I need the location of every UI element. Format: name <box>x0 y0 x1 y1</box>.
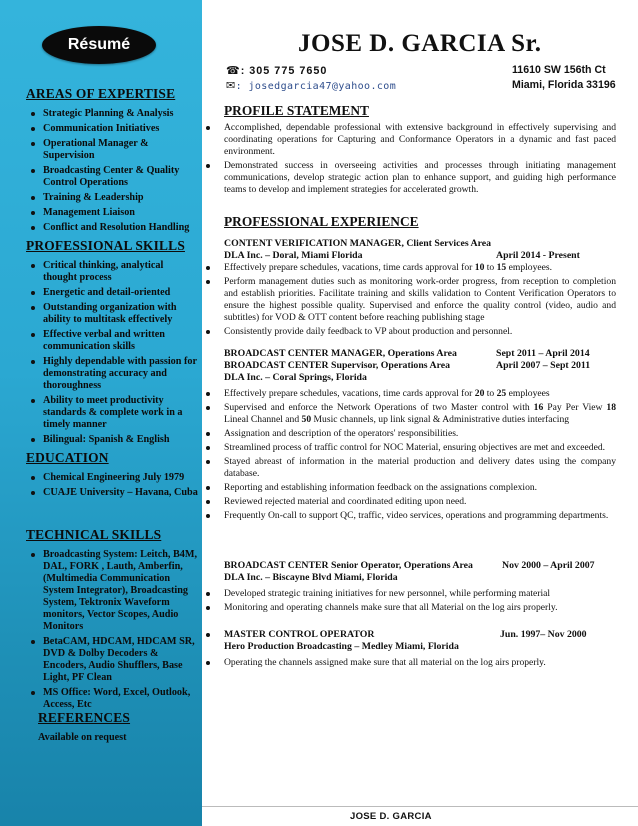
job-title: MASTER CONTROL OPERATOR <box>224 629 375 640</box>
job-2 <box>202 348 616 524</box>
sidebar <box>0 0 202 826</box>
list-item: Monitoring and operating channels make sure that all Material on the log airs properly. <box>202 602 616 614</box>
job-company: DLA Inc. – Biscayne Blvd Miami, Florida <box>224 572 398 583</box>
list-item: Training & Leadership <box>31 192 198 204</box>
job-company: DLA Inc. – Doral, Miami Florida <box>224 250 363 261</box>
skills-list <box>31 260 198 446</box>
skills-heading: PROFESSIONAL SKILLS <box>26 238 185 253</box>
list-item: Outstanding organization with ability to multitask effectively <box>31 302 198 326</box>
list-item: Reporting and establishing information feedback on the assignations complexion. <box>202 482 616 494</box>
list-item: Communication Initiatives <box>31 123 198 135</box>
job-dates: Nov 2000 – April 2007 <box>502 560 595 571</box>
job-title-row <box>202 629 616 641</box>
list-item: Assignation and description of the operators' responsibilities. <box>202 428 616 440</box>
education-heading: EDUCATION <box>26 450 109 465</box>
skills-section <box>26 238 198 449</box>
list-item: Developed strategic training initiatives for new personnel, while performing material <box>202 588 616 600</box>
phone-number: : 305 775 7650 <box>240 65 328 77</box>
address-line-1: 11610 SW 156th Ct <box>512 64 606 76</box>
list-item: Stayed abreast of information in the material production and delivery dates using the company database. <box>202 456 616 480</box>
list-item: Conflict and Resolution Handling <box>31 222 198 234</box>
list-item: Perform management duties such as monitoring work-order progress, from reception to completion and establish priorities. Facilitate training and skills validation to Content Verification Operators to ensure the highest possible quality. Supervised and enforce the quality control (video, audio and subtitles) for VOD & OTT content before reaching publishing stage <box>202 276 616 324</box>
education-list <box>31 472 198 499</box>
references-heading: REFERENCES <box>38 710 131 725</box>
job-title: BROADCAST CENTER Senior Operator, Operations Area <box>224 560 473 571</box>
technical-heading: TECHNICAL SKILLS <box>26 527 162 542</box>
list-item: CUAJE University – Havana, Cuba <box>31 487 198 499</box>
technical-section <box>26 527 198 714</box>
list-item: Consistently provide daily feedback to VP about production and personnel. <box>202 326 616 338</box>
job-title-row <box>224 348 616 360</box>
email-line[interactable] <box>226 79 396 92</box>
list-item: Chemical Engineering July 1979 <box>31 472 198 484</box>
list-item: Effectively prepare schedules, vacations, time cards approval for 10 to 15 employees. <box>202 262 616 274</box>
list-item: Reviewed rejected material and coordinated editing upon need. <box>202 496 616 508</box>
job-title: CONTENT VERIFICATION MANAGER, Client Services Area <box>224 238 492 249</box>
job-company: Hero Production Broadcasting – Medley Miami, Florida <box>224 641 459 652</box>
job-dates: April 2007 – Sept 2011 <box>496 360 591 371</box>
list-item: MS Office: Word, Excel, Outlook, Access, Etc <box>31 687 198 711</box>
list-item: Highly dependable with passion for demonstrating accuracy and thoroughness <box>31 356 198 392</box>
list-item: Streamlined process of traffic control for NOC Material, ensuring objectives are met and exceeded. <box>202 442 616 454</box>
job-company-row <box>224 250 616 262</box>
address-line-2: Miami, Florida 33196 <box>512 79 616 91</box>
expertise-list <box>31 108 198 234</box>
job-dates: Sept 2011 – April 2014 <box>496 348 590 359</box>
envelope-icon: ✉ <box>226 79 236 92</box>
experience-heading: PROFESSIONAL EXPERIENCE <box>224 214 419 229</box>
footer-divider <box>202 806 638 807</box>
main-content <box>202 0 638 826</box>
list-item: Ability to meet productivity standards & complete work in a timely manner <box>31 395 198 431</box>
phone-line <box>226 64 327 77</box>
education-section <box>26 450 198 502</box>
job-4 <box>202 629 616 671</box>
list-item: Effective verbal and written communication skills <box>31 329 198 353</box>
references-text: Available on request <box>38 732 127 743</box>
list-item: Broadcasting System: Leitch, B4M, DAL, FORK , Lauth, Amberfin, (Multimedia Communication System Integrator), Broadcasting System, Tektronix Waveform monitors, Vector Scopes, Audio Monitors <box>31 549 198 633</box>
candidate-name: JOSE D. GARCIA Sr. <box>298 30 542 57</box>
list-item: Critical thinking, analytical thought process <box>31 260 198 284</box>
job-company: DLA Inc. – Coral Springs, Florida <box>224 372 367 383</box>
expertise-section <box>26 86 198 237</box>
expertise-heading: AREAS OF EXPERTISE <box>26 86 176 101</box>
list-item: Management Liaison <box>31 207 198 219</box>
references-section <box>38 710 202 743</box>
list-item: Operating the channels assigned make sure that all material on the log airs properly. <box>202 657 616 669</box>
resume-badge: Résumé <box>42 26 156 64</box>
job-title: BROADCAST CENTER MANAGER, Operations Area <box>224 348 457 359</box>
list-item: Energetic and detail-oriented <box>31 287 198 299</box>
list-item: Supervised and enforce the Network Operations of two Master control with 16 Pay Per View 18 Lineal Channel and 50 Music channels, up link signal & Administrative duties interfacing <box>202 402 616 426</box>
list-item: Effectively prepare schedules, vacations, time cards approval for 20 to 25 employees <box>202 388 616 400</box>
job-title: BROADCAST CENTER Supervisor, Operations Area <box>224 360 450 371</box>
technical-list <box>31 549 198 711</box>
job-1 <box>202 238 616 340</box>
list-item: Bilingual: Spanish & English <box>31 434 198 446</box>
phone-icon: ☎ <box>226 64 241 77</box>
footer-name: JOSE D. GARCIA <box>350 811 432 822</box>
profile-heading: PROFILE STATEMENT <box>224 103 369 118</box>
list-item: Demonstrated success in overseeing activities and processes through initiating management communications, develop strategic action plan to enhance support, and guiding high performance teams to develop and implement strategies for accelerated growth. <box>202 160 616 196</box>
job-dates: Jun. 1997– Nov 2000 <box>500 629 587 640</box>
job-3 <box>202 560 616 616</box>
email-address[interactable]: : josedgarcia47@yahoo.com <box>235 81 397 92</box>
job-title-row <box>224 360 616 372</box>
list-item: Accomplished, dependable professional with extensive background in effectively supervising and coordinating operations for Capturing and Conformance Operators in a dynamic and fast paced environment. <box>202 122 616 158</box>
list-item: Operational Manager & Supervision <box>31 138 198 162</box>
job-dates: April 2014 - Present <box>496 250 580 261</box>
list-item: Frequently On-call to support QC, traffic, video services, operations and programming departments. <box>202 510 616 522</box>
list-item: BetaCAM, HDCAM, HDCAM SR, DVD & Dolby Decoders & Encoders, Audio Shufflers, Base Light, PF Clean <box>31 636 198 684</box>
list-item: Broadcasting Center & Quality Control Operations <box>31 165 198 189</box>
list-item: Strategic Planning & Analysis <box>31 108 198 120</box>
profile-block <box>202 122 616 198</box>
job-title-row <box>224 560 616 572</box>
